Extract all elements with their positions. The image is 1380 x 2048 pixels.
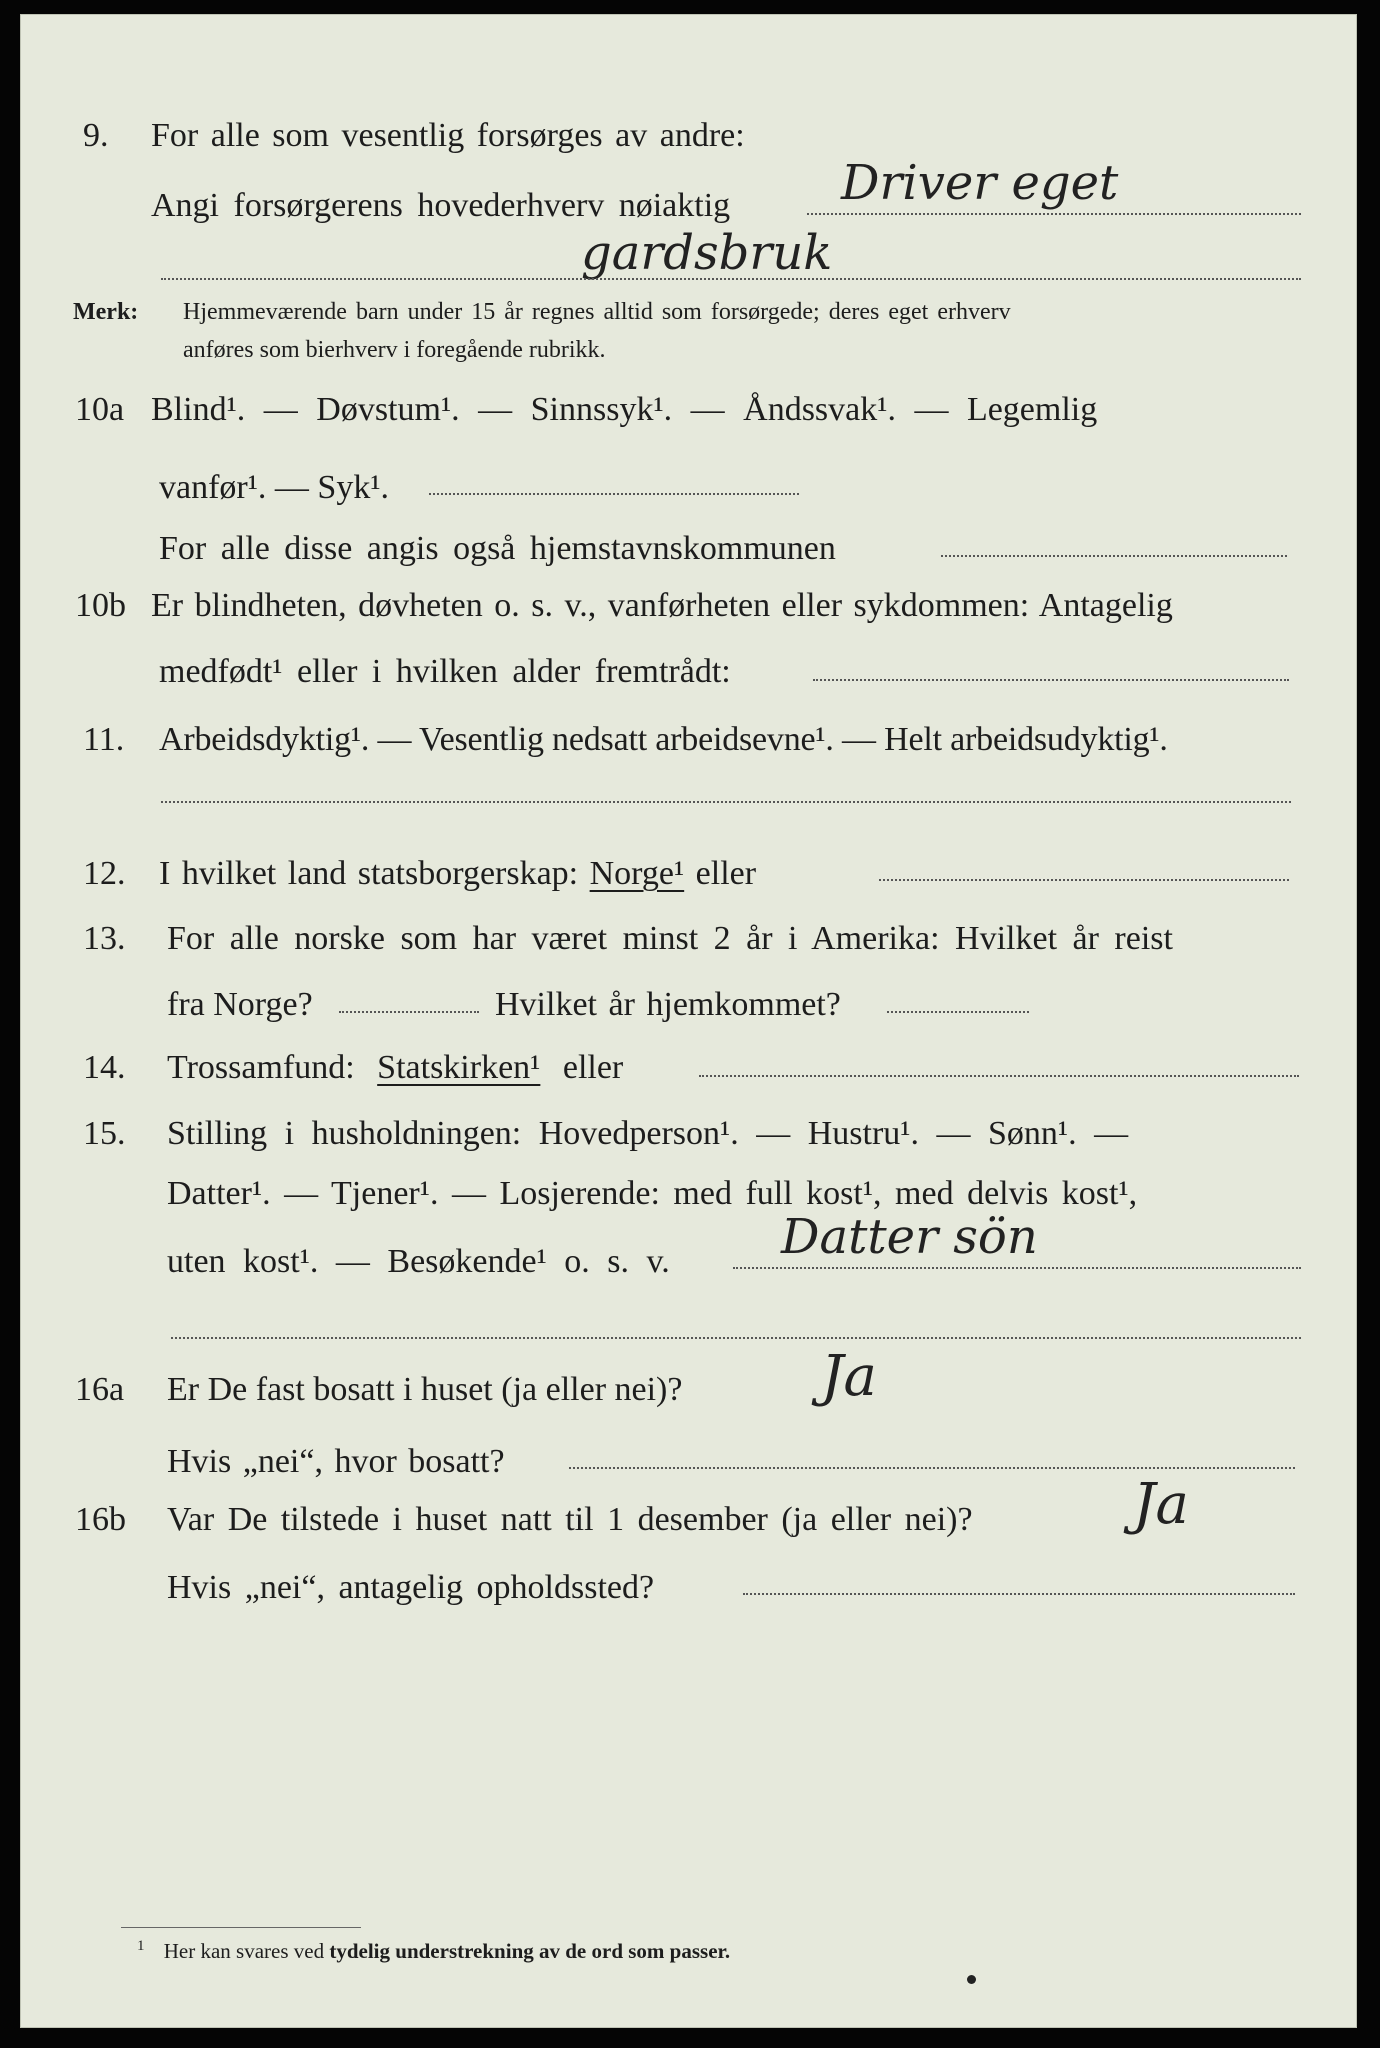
- section-9-number: 9.: [83, 117, 109, 154]
- section-13-hjemkommet-line: [887, 1011, 1029, 1013]
- section-16b-number: 16b: [75, 1501, 126, 1538]
- section-10a-answer-line: [429, 493, 799, 495]
- section-12-prefix: I hvilket land statsborgerskap:: [159, 855, 579, 892]
- section-10a-line1: Blind¹. — Døvstum¹. — Sinnssyk¹. — Åndssvak¹. — Legemlig: [151, 391, 1098, 428]
- footnote-text: Her kan svares ved: [163, 1939, 325, 1963]
- section-14-prefix: Trossamfund:: [167, 1049, 355, 1086]
- section-9-line2: Angi forsørgerens hovederhverv nøiaktig: [151, 187, 731, 224]
- merk-label: Merk:: [73, 299, 139, 325]
- footnote: [137, 1939, 730, 1962]
- section-15-answer-line-2: [171, 1337, 1301, 1339]
- section-11-number: 11.: [83, 721, 125, 758]
- section-10a-line2: vanfør¹. — Syk¹.: [159, 469, 390, 506]
- section-13-line2a: fra Norge?: [167, 986, 313, 1023]
- section-14-number: 14.: [83, 1049, 126, 1086]
- section-9-handwritten-answer-1: Driver eget: [841, 155, 1119, 211]
- section-16b-handwritten-answer: Ja: [1133, 1472, 1189, 1537]
- section-15-answer-line: [733, 1267, 1301, 1269]
- census-form-page: [20, 14, 1357, 2028]
- section-10a-line3: For alle disse angis også hjemstavnskommunen: [159, 530, 836, 567]
- merk-line2: anføres som bierhverv i foregående rubrikk.: [183, 337, 606, 363]
- section-13-reist-line: [339, 1011, 479, 1013]
- section-16a-handwritten-answer: Ja: [821, 1344, 877, 1409]
- footnote-rule: [121, 1927, 361, 1928]
- section-16a-answer-line: [569, 1467, 1295, 1469]
- footnote-bold-text: tydelig understrekning av de ord som passer.: [329, 1939, 731, 1963]
- section-9-line1: For alle som vesentlig forsørges av andre:: [151, 117, 745, 154]
- section-14-underlined-answer: Statskirken¹: [377, 1049, 541, 1086]
- section-12-suffix: eller: [695, 855, 757, 892]
- section-11-answer-line: [161, 801, 1291, 803]
- section-15-handwritten-answer: Datter sön: [781, 1209, 1038, 1265]
- section-15-number: 15.: [83, 1115, 126, 1152]
- section-9-handwritten-answer-2: gardsbruk: [581, 225, 833, 281]
- section-10a-hjemstavn-line: [941, 555, 1287, 557]
- section-14-line: [167, 1051, 623, 1085]
- section-10b-line1: Er blindheten, døvheten o. s. v., vanførheten eller sykdommen: Antagelig: [151, 587, 1173, 624]
- section-12-line: [159, 857, 756, 891]
- ink-speck: [967, 1975, 976, 1984]
- section-12-underlined-answer: Norge¹: [589, 855, 685, 892]
- section-16a-line2: Hvis „nei“, hvor bosatt?: [167, 1443, 505, 1480]
- footnote-mark: 1: [137, 1938, 145, 1954]
- section-16a-line1: Er De fast bosatt i huset (ja eller nei)?: [167, 1371, 683, 1408]
- section-12-number: 12.: [83, 855, 126, 892]
- section-12-answer-line: [879, 879, 1289, 881]
- section-10b-answer-line: [813, 679, 1289, 681]
- section-10b-number: 10b: [75, 587, 126, 624]
- section-9-answer-line-1: [807, 213, 1301, 215]
- section-10a-number: 10a: [75, 391, 125, 428]
- section-13-number: 13.: [83, 920, 126, 957]
- section-13-line1: For alle norske som har været minst 2 år i Amerika: Hvilket år reist: [167, 920, 1173, 957]
- section-9-answer-line-2: [161, 278, 1301, 280]
- section-16b-line2: Hvis „nei“, antagelig opholdssted?: [167, 1569, 655, 1606]
- section-14-suffix: eller: [562, 1049, 624, 1086]
- merk-line1: Hjemmeværende barn under 15 år regnes alltid som forsørgede; deres eget erhverv: [183, 299, 1011, 325]
- section-14-answer-line: [699, 1075, 1299, 1077]
- section-13-line2b: Hvilket år hjemkommet?: [495, 986, 841, 1023]
- section-15-line2: Datter¹. — Tjener¹. — Losjerende: med full kost¹, med delvis kost¹,: [167, 1175, 1138, 1212]
- section-11-line1: Arbeidsdyktig¹. — Vesentlig nedsatt arbeidsevne¹. — Helt arbeidsudyktig¹.: [159, 721, 1168, 758]
- section-15-line1: Stilling i husholdningen: Hovedperson¹. — Hustru¹. — Sønn¹. —: [167, 1115, 1129, 1152]
- section-16b-answer-line: [743, 1593, 1295, 1595]
- section-16b-line1: Var De tilstede i huset natt til 1 desember (ja eller nei)?: [167, 1501, 973, 1538]
- section-10b-line2: medfødt¹ eller i hvilken alder fremtrådt:: [159, 653, 731, 690]
- section-15-line3: uten kost¹. — Besøkende¹ o. s. v.: [167, 1243, 670, 1280]
- section-16a-number: 16a: [75, 1371, 125, 1408]
